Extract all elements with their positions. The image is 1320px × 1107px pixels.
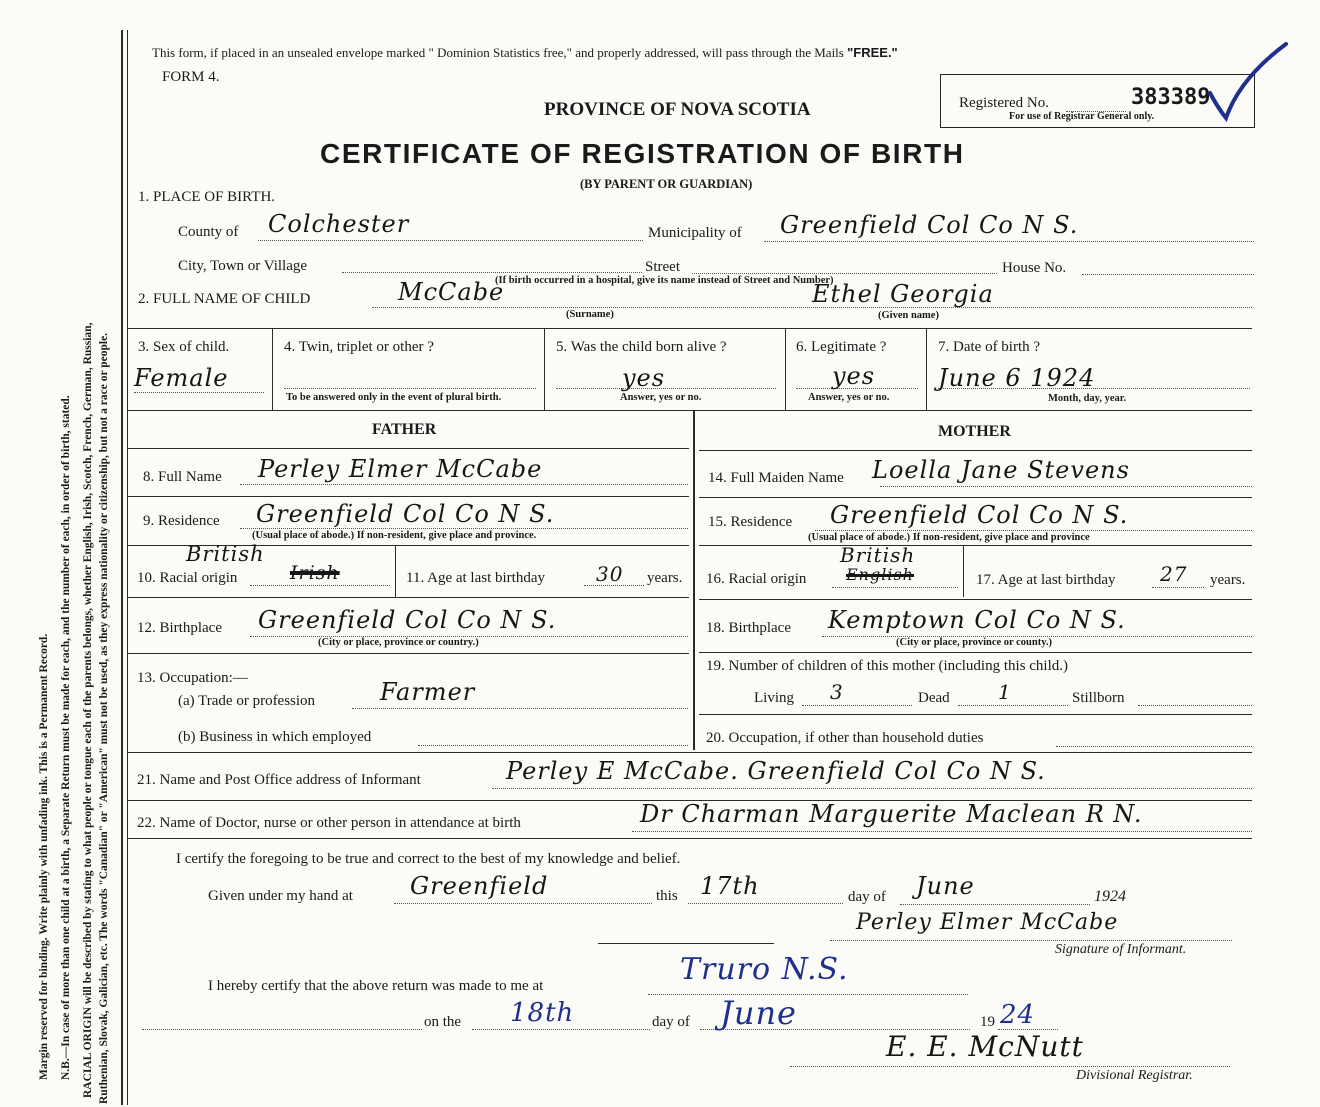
surname-caption: (Surname) (566, 309, 614, 320)
mother-name-label: 14. Full Maiden Name (708, 470, 844, 486)
registrar-month: June (720, 994, 797, 1032)
city-label: City, Town or Village (178, 258, 308, 274)
registrar-day-of-label: day of (652, 1014, 690, 1030)
mother-racial-origin: British (840, 543, 916, 567)
dob-caption: Month, day, year. (1048, 393, 1127, 404)
mother-residence-label: 15. Residence (708, 514, 793, 530)
legitimate-value: yes (832, 362, 876, 390)
mother-age: 27 (1160, 562, 1188, 586)
margin-note-racial-origin: RACIAL ORIGIN will be described by stating to what people or tongue each of the parents belongs, whether English, Irish, Scotch, French, German, Russian, (82, 322, 94, 1098)
mother-birthplace: Kemptown Col Co N S. (828, 606, 1126, 634)
registration-label: Registered No. (959, 95, 1049, 111)
registrar-caption: Divisional Registrar. (1076, 1068, 1193, 1083)
mother-racial-label: 16. Racial origin (706, 571, 807, 587)
place-of-birth-heading: 1. PLACE OF BIRTH. (138, 189, 276, 205)
twin-note: To be answered only in the event of plural birth. (286, 392, 502, 403)
given-label: Given under my hand at (208, 888, 353, 904)
margin-rule (121, 30, 123, 1105)
twin-label: 4. Twin, triplet or other ? (284, 339, 434, 355)
father-birthplace-label: 12. Birthplace (137, 620, 222, 636)
legitimate-caption: Answer, yes or no. (808, 392, 890, 403)
father-racial-label: 10. Racial origin (137, 570, 238, 586)
street-label: Street (645, 259, 680, 275)
father-racial-origin: British (186, 542, 265, 566)
checkmark-icon (1200, 38, 1290, 128)
mother-racial-struck: English (846, 565, 914, 584)
alive-caption: Answer, yes or no. (620, 392, 702, 403)
province-heading: PROVINCE OF NOVA SCOTIA (544, 99, 811, 120)
mother-residence-caption: (Usual place of abode.) If non-resident, give place and province (808, 532, 1090, 543)
day-of-label: day of (848, 889, 886, 905)
margin-note-multiple-births: N.B.—In case of more than one child at a birth, a Separate Return must be made for each, and the number of each, in order of birth, stated. (60, 395, 72, 1080)
house-label: House No. (1002, 260, 1067, 276)
father-years: years. (647, 570, 683, 586)
doctor-value: Dr Charman Marguerite Maclean R N. (640, 800, 1143, 828)
mother-name: Loella Jane Stevens (872, 456, 1130, 484)
father-residence-label: 9. Residence (143, 513, 220, 529)
margin-rule-inner (127, 30, 128, 1105)
registrar-place: Truro N.S. (680, 952, 849, 987)
mail-notice-text: This form, if placed in an unsealed envelope marked " Dominion Statistics free," and properly addressed, will pass through the Mails (152, 45, 844, 60)
dead-label: Dead (918, 690, 950, 706)
father-residence-caption: (Usual place of abode.) If non-resident, give place and province. (252, 530, 537, 541)
father-age: 30 (596, 562, 624, 586)
doctor-label: 22. Name of Doctor, nurse or other person in attendance at birth (137, 815, 521, 831)
this-day: 17th (700, 872, 760, 900)
parents-divider (693, 410, 695, 750)
father-heading: FATHER (372, 421, 437, 438)
registrar-statement: I hereby certify that the above return was made to me at (208, 978, 544, 994)
given-name-caption: (Given name) (878, 310, 939, 321)
informant-label: 21. Name and Post Office address of Informant (137, 772, 421, 788)
mother-age-label: 17. Age at last birthday (976, 572, 1116, 588)
sex-label: 3. Sex of child. (138, 339, 230, 355)
father-residence: Greenfield Col Co N S. (256, 500, 555, 528)
father-birthplace: Greenfield Col Co N S. (258, 606, 557, 634)
mother-years: years. (1210, 572, 1246, 588)
margin-note-binding: Margin reserved for binding. Write plainly with unfading ink. This is a Permanent Record. (38, 633, 50, 1080)
certificate-title: CERTIFICATE OF REGISTRATION OF BIRTH (320, 138, 965, 169)
informant-signature: Perley Elmer McCabe (856, 910, 1119, 935)
mother-residence: Greenfield Col Co N S. (830, 501, 1129, 529)
county-value: Colchester (268, 210, 410, 238)
certify-statement: I certify the foregoing to be true and correct to the best of my knowledge and belief. (176, 851, 681, 867)
margin-note-racial-origin-2: Ruthenian, Slovak, Galician, etc. The words "Canadian" or "American" must not be used, as they express nationality or citizenship, but not a race or people. (98, 332, 110, 1104)
father-age-label: 11. Age at last birthday (406, 570, 545, 586)
mail-free: "FREE." (847, 45, 898, 60)
cert-year: 1924 (1094, 888, 1126, 905)
child-given-name: Ethel Georgia (812, 280, 994, 308)
trade-value: Farmer (380, 678, 476, 706)
father-birthplace-caption: (City or place, province or country.) (318, 637, 479, 648)
informant-signature-caption: Signature of Informant. (1055, 942, 1187, 957)
this-label: this (656, 888, 678, 904)
father-racial-struck: Irish (290, 562, 340, 584)
cert-month: June (916, 872, 975, 900)
father-occupation-label: 13. Occupation:— (137, 670, 248, 686)
stillborn-label: Stillborn (1072, 690, 1125, 706)
informant-value: Perley E McCabe. Greenfield Col Co N S. (506, 757, 1046, 785)
mother-occupation-label: 20. Occupation, if other than household duties (706, 730, 984, 746)
mother-birthplace-label: 18. Birthplace (706, 620, 791, 636)
legitimate-label: 6. Legitimate ? (796, 339, 887, 355)
father-name-label: 8. Full Name (143, 469, 222, 485)
living-label: Living (754, 690, 794, 706)
trade-label: (a) Trade or profession (178, 693, 316, 709)
registrar-year-suffix: 24 (1000, 1000, 1036, 1030)
registration-note: For use of Registrar General only. (1009, 111, 1155, 122)
form-number: FORM 4. (162, 69, 220, 85)
living-value: 3 (830, 680, 844, 704)
municipality-label: Municipality of (648, 225, 742, 241)
sex-value: Female (134, 364, 229, 392)
registrar-signature: E. E. McNutt (886, 1030, 1084, 1063)
father-name: Perley Elmer McCabe (258, 455, 543, 483)
business-label: (b) Business in which employed (178, 729, 372, 745)
mother-heading: MOTHER (938, 423, 1011, 440)
alive-value: yes (622, 364, 666, 392)
registrar-year-prefix: 19 (980, 1014, 995, 1030)
given-place: Greenfield (410, 872, 549, 900)
registration-number: 383389 (1131, 85, 1211, 110)
hospital-note: (If birth occurred in a hospital, give its name instead of Street and Number) (495, 275, 834, 286)
alive-label: 5. Was the child born alive ? (556, 339, 727, 355)
mail-notice (152, 45, 898, 61)
mother-children-label: 19. Number of children of this mother (including this child.) (706, 658, 1069, 674)
certificate-subtitle: (BY PARENT OR GUARDIAN) (580, 177, 753, 191)
dob-value: June 6 1924 (938, 364, 1096, 392)
dob-label: 7. Date of birth ? (938, 339, 1041, 355)
county-label: County of (178, 224, 239, 240)
separator-rule (598, 943, 774, 944)
on-the-label: on the (424, 1014, 462, 1030)
child-surname: McCabe (398, 278, 505, 306)
mother-birthplace-caption: (City or place, province or county.) (896, 637, 1053, 648)
municipality-value: Greenfield Col Co N S. (780, 211, 1079, 239)
child-name-label: 2. FULL NAME OF CHILD (138, 291, 311, 307)
registrar-day: 18th (510, 998, 575, 1028)
dead-value: 1 (998, 680, 1012, 704)
